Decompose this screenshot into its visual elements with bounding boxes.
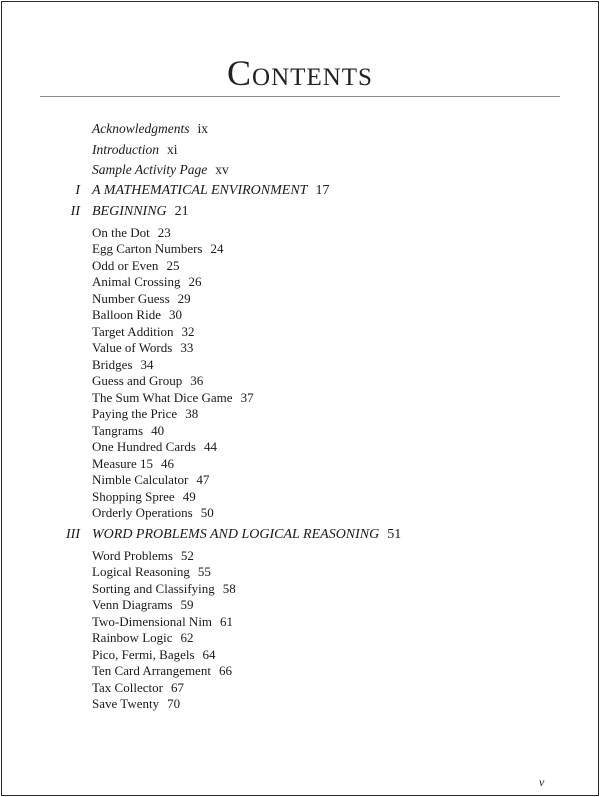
toc-item: [92, 225, 171, 241]
entry-page-number: xv: [215, 162, 229, 177]
entry-page-number: 61: [220, 613, 234, 629]
toc-item: [92, 241, 223, 257]
page-border: [1, 1, 599, 796]
toc-item: [92, 423, 164, 439]
entry-label: On the Dot: [92, 224, 150, 240]
toc-item: [92, 614, 233, 630]
entry-page-number: 32: [181, 323, 195, 339]
entry-page-number: 24: [210, 241, 224, 256]
entry-page-number: 29: [177, 290, 191, 306]
toc-item: [92, 373, 203, 389]
entry-page-number: 40: [151, 422, 165, 438]
chapter-numeral: II: [70, 203, 80, 219]
page-number: v: [539, 775, 545, 789]
entry-label: Number Guess: [92, 290, 170, 306]
entry-page-number: 67: [170, 679, 184, 695]
entry-label: Acknowledgments: [92, 121, 190, 136]
entry-page-number: 62: [180, 630, 194, 645]
entry-label: Tax Collector: [92, 679, 163, 695]
entry-page-number: 64: [202, 646, 216, 662]
toc-item: [92, 489, 196, 505]
entry-page-number: 30: [168, 307, 182, 322]
toc-item: [92, 696, 180, 712]
entry-label: Nimble Calculator: [92, 472, 189, 487]
entry-label: Animal Crossing: [92, 274, 181, 289]
entry-page-number: 70: [167, 696, 181, 711]
toc-item: [92, 258, 179, 274]
entry-label: Tangrams: [92, 422, 144, 438]
entry-label: Ten Card Arrangement: [92, 663, 211, 678]
entry-page-number: 52: [180, 547, 194, 563]
entry-label: Sample Activity Page: [92, 162, 208, 177]
entry-label: Sorting and Classifying: [92, 580, 215, 596]
toc-item: [92, 406, 198, 422]
entry-page-number: 17: [315, 182, 330, 198]
entry-page-number: 36: [190, 373, 204, 388]
entry-label: Paying the Price: [92, 406, 178, 421]
title-rule: [40, 96, 560, 97]
entry-page-number: 44: [203, 439, 217, 454]
entry-page-number: 38: [185, 406, 199, 421]
entry-label: Guess and Group: [92, 373, 183, 388]
toc-item: [92, 548, 194, 564]
toc-item: [92, 291, 191, 307]
entry-page-number: 49: [182, 488, 196, 504]
entry-page-number: 25: [166, 257, 180, 273]
toc-item: [92, 564, 211, 580]
chapter-heading: [92, 527, 401, 543]
entry-label: Save Twenty: [92, 696, 160, 711]
entry-page-number: ix: [197, 121, 208, 136]
entry-label: Balloon Ride: [92, 307, 161, 322]
entry-label: The Sum What Dice Game: [92, 389, 233, 405]
chapter-numeral: III: [66, 526, 80, 542]
entry-page-number: 58: [222, 580, 236, 596]
toc-item: [92, 647, 216, 663]
entry-label: Bridges: [92, 356, 133, 372]
entry-label: Logical Reasoning: [92, 564, 190, 579]
entry-page-number: 34: [140, 356, 154, 372]
toc-item: [92, 597, 194, 613]
toc-item: [92, 505, 214, 521]
entry-page-number: 23: [157, 224, 171, 240]
toc-item: [92, 680, 184, 696]
entry-label: WORD PROBLEMS AND LOGICAL REASONING: [92, 526, 380, 542]
toc-item: [92, 630, 194, 646]
toc-item: [92, 439, 217, 455]
entry-label: Shopping Spree: [92, 488, 175, 504]
entry-page-number: 51: [387, 526, 402, 542]
entry-page-number: 66: [218, 663, 232, 678]
entry-label: Orderly Operations: [92, 505, 193, 520]
entry-label: Odd or Even: [92, 257, 159, 273]
entry-page-number: 37: [240, 389, 254, 405]
entry-label: Two-Dimensional Nim: [92, 613, 213, 629]
toc-item: [92, 472, 209, 488]
toc-item: [92, 274, 201, 290]
entry-label: Introduction: [92, 141, 159, 157]
entry-label: BEGINNING: [92, 203, 167, 219]
toc-item: [92, 324, 195, 340]
entry-page-number: 50: [200, 505, 214, 520]
entry-label: Egg Carton Numbers: [92, 241, 203, 256]
entry-page-number: 55: [197, 564, 211, 579]
toc-item: [92, 357, 153, 373]
toc-item: [92, 390, 254, 406]
entry-label: A MATHEMATICAL ENVIRONMENT: [92, 182, 308, 198]
front-matter-item: [92, 121, 208, 137]
entry-label: Value of Words: [92, 340, 173, 355]
entry-label: Venn Diagrams: [92, 597, 173, 612]
toc-item: [92, 307, 182, 323]
entry-page-number: 21: [174, 203, 189, 219]
entry-page-number: 47: [196, 472, 210, 487]
entry-page-number: 26: [188, 274, 202, 289]
entry-page-number: 33: [180, 340, 194, 355]
chapter-numeral: I: [75, 182, 80, 198]
front-matter-item: [92, 142, 178, 158]
entry-page-number: 46: [161, 455, 175, 471]
chapter-heading: [92, 204, 189, 220]
entry-label: Pico, Fermi, Bagels: [92, 646, 195, 662]
toc-item: [92, 456, 174, 472]
entry-label: Word Problems: [92, 547, 173, 563]
toc-item: [92, 581, 236, 597]
chapter-heading: [92, 183, 329, 199]
entry-label: One Hundred Cards: [92, 439, 196, 454]
entry-page-number: 59: [180, 597, 194, 612]
entry-label: Rainbow Logic: [92, 630, 173, 645]
front-matter-item: [92, 162, 229, 178]
toc-item: [92, 340, 193, 356]
toc-item: [92, 663, 232, 679]
entry-label: Measure 15: [92, 455, 154, 471]
entry-label: Target Addition: [92, 323, 174, 339]
page-title: Contents: [227, 53, 373, 93]
entry-page-number: xi: [167, 141, 178, 157]
